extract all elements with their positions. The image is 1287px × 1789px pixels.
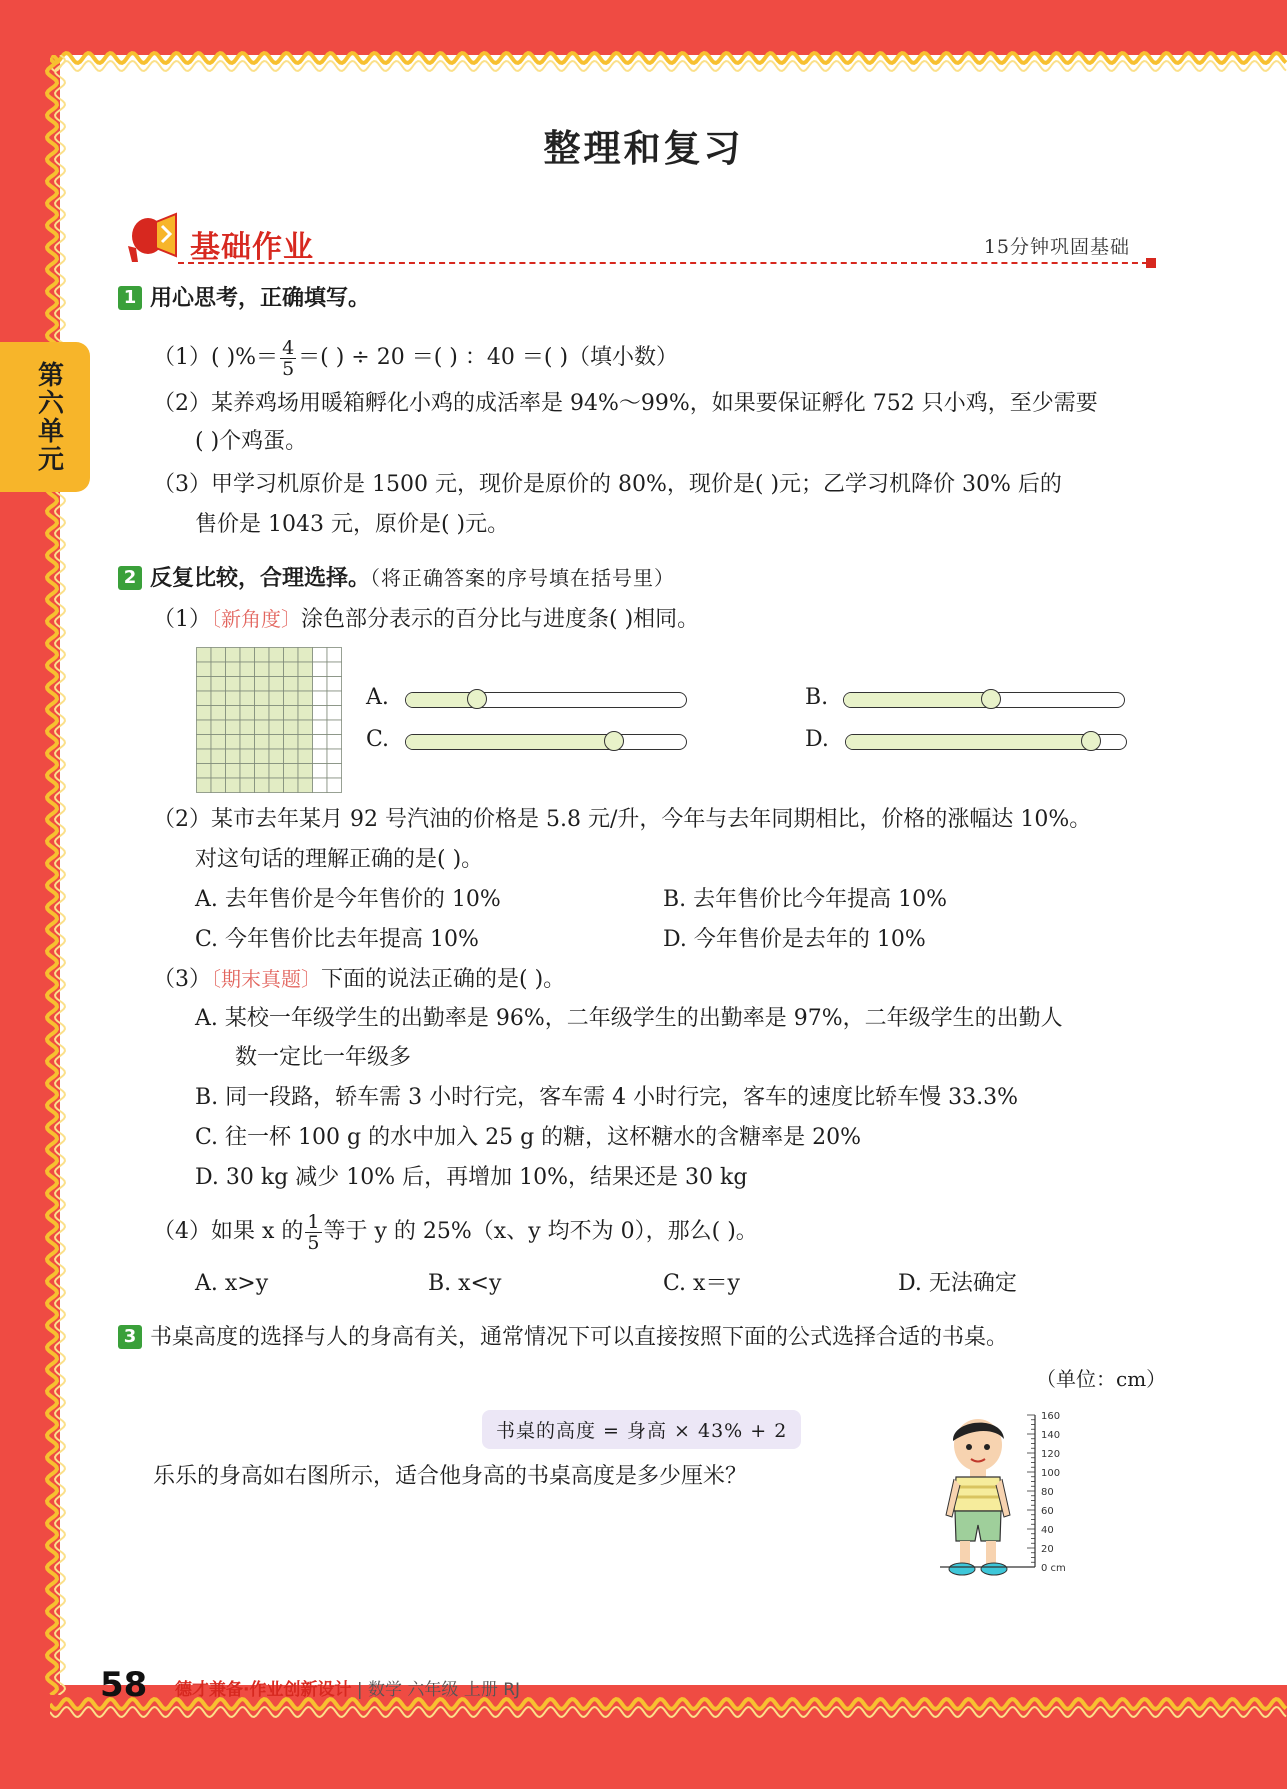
grid-cell: [240, 648, 255, 663]
q2-p4-text-a: （4）如果 x 的: [153, 1219, 304, 1244]
q2-p2-option-b: B. 去年售价比今年提高 10%: [663, 887, 948, 912]
grid-cell: [240, 720, 255, 735]
grid-cell: [313, 778, 328, 793]
grid-cell: [226, 778, 241, 793]
progress-bar-a: [405, 692, 687, 708]
q2-p2-option-d: D. 今年售价是去年的 10%: [663, 927, 926, 952]
grid-cell: [327, 706, 342, 721]
q2-p3-option-c: C. 往一杯 100 g 的水中加入 25 g 的糖，这杯糖水的含糖率是 20%: [195, 1125, 862, 1150]
q1-part1: [153, 336, 678, 380]
q2-p1-text: 涂色部分表示的百分比与进度条( )相同。: [301, 607, 700, 632]
bar-a-fill: [406, 693, 476, 707]
grid-cell: [269, 662, 284, 677]
q2-p4-fraction: [305, 1212, 321, 1253]
grid-cell: [255, 720, 270, 735]
q1-p3-line1: （3）甲学习机原价是 1500 元，现价是原价的 80%，现价是( )元；乙学习机降价 30% 后的: [153, 472, 1062, 497]
grid-cell: [269, 778, 284, 793]
height-ruler: [940, 1405, 1090, 1590]
q1-heading-text: 用心思考，正确填写。: [150, 286, 371, 311]
grid-cell: [269, 735, 284, 750]
progress-bar-d: [845, 734, 1127, 750]
grid-cell: [255, 764, 270, 779]
q1-p3-line2: 售价是 1043 元，原价是( )元。: [195, 512, 510, 537]
q2-p4-option-a: A. x>y: [195, 1271, 269, 1296]
q3-heading: [118, 1323, 1008, 1353]
q3-text: 书桌高度的选择与人的身高有关，通常情况下可以直接按照下面的公式选择合适的书桌。: [150, 1325, 1009, 1350]
fraction-numerator: 1: [307, 1210, 320, 1233]
grid-cell: [255, 662, 270, 677]
top-wavy-border: [50, 40, 1287, 80]
grid-cell: [211, 778, 226, 793]
q1-p1-fraction: [280, 338, 296, 379]
bar-b-knob: [981, 689, 1001, 709]
grid-cell: [284, 662, 299, 677]
grid-cell: [226, 691, 241, 706]
q3-unit: （单位：cm）: [1036, 1367, 1167, 1391]
grid-cell: [327, 677, 342, 692]
fraction-denominator: 5: [282, 357, 295, 380]
grid-cell: [240, 764, 255, 779]
grid-cell: [313, 764, 328, 779]
fraction-denominator: 5: [307, 1231, 320, 1254]
grid-cell: [211, 735, 226, 750]
grid-cell: [211, 749, 226, 764]
q2-p2-option-a: A. 去年售价是今年售价的 10%: [195, 887, 501, 912]
grid-cell: [226, 648, 241, 663]
unit-tab-label: 第六单元: [33, 361, 64, 473]
q1-heading: [118, 284, 370, 314]
grid-cell: [255, 735, 270, 750]
q2-p3-tag: 〔期末真题〕: [211, 967, 321, 991]
grid-cell: [197, 648, 212, 663]
grid-cell: [327, 735, 342, 750]
grid-cell: [298, 735, 313, 750]
q1-p1-text-b: ＝( ) ÷ 20 ＝( ) ：40 ＝( )（填小数）: [298, 345, 679, 370]
grid-cell: [298, 691, 313, 706]
grid-cell: [284, 720, 299, 735]
grid-cell: [313, 691, 328, 706]
q2-p2-line1: （2）某市去年某月 92 号汽油的价格是 5.8 元/升，今年与去年同期相比，价格的涨幅达 10%。: [153, 807, 1092, 832]
q2-part4: [153, 1208, 758, 1256]
grid-cell: [240, 691, 255, 706]
grid-cell: [284, 706, 299, 721]
option-d-label: D.: [805, 727, 829, 752]
grid-cell: [298, 720, 313, 735]
q2-p4-option-c: C. x＝y: [663, 1271, 740, 1296]
grid-cell: [313, 677, 328, 692]
grid-cell: [226, 706, 241, 721]
q2-number-badge: 2: [118, 566, 142, 590]
q2-p4-option-b: B. x<y: [428, 1271, 502, 1296]
divider-end-icon: [1144, 258, 1158, 268]
ruler-tick-label: 60: [1041, 1506, 1054, 1517]
option-c-label: C.: [366, 727, 390, 752]
grid-cell: [284, 677, 299, 692]
grid-cell: [255, 677, 270, 692]
section-header: [118, 212, 1158, 270]
q2-p3-prefix: （3）: [153, 967, 211, 992]
grid-cell: [284, 691, 299, 706]
q2-p4-option-d: D. 无法确定: [898, 1271, 1017, 1296]
grid-cell: [211, 677, 226, 692]
grid-cell: [255, 706, 270, 721]
grid-cell: [255, 778, 270, 793]
q2-p4-text-b: 等于 y 的 25%（x、y 均不为 0），那么( )。: [323, 1219, 758, 1244]
grid-cell: [269, 764, 284, 779]
section-divider: [178, 262, 1148, 264]
grid-cell: [211, 764, 226, 779]
footer-info: [175, 1675, 520, 1700]
q2-heading-note: （将正确答案的序号填在括号里）: [370, 566, 676, 590]
q2-p3-option-a-line1: A. 某校一年级学生的出勤率是 96%，二年级学生的出勤率是 97%，二年级学生的出勤人: [195, 1006, 1063, 1031]
grid-cell: [226, 749, 241, 764]
grid-cell: [211, 691, 226, 706]
grid-cell: [327, 778, 342, 793]
unit-side-tab: [0, 342, 90, 492]
grid-cell: [197, 720, 212, 735]
bar-d-knob: [1081, 731, 1101, 751]
ruler-tick-label: 140: [1041, 1430, 1061, 1441]
grid-cell: [226, 677, 241, 692]
hundred-grid: [196, 647, 342, 793]
grid-cell: [197, 749, 212, 764]
grid-cell: [211, 706, 226, 721]
grid-cell: [313, 648, 328, 663]
grid-cell: [284, 778, 299, 793]
grid-cell: [313, 706, 328, 721]
ruler-tick-label: 20: [1041, 1544, 1054, 1555]
grid-cell: [240, 735, 255, 750]
grid-cell: [313, 749, 328, 764]
grid-cell: [284, 764, 299, 779]
grid-cell: [226, 662, 241, 677]
progress-bar-c: [405, 734, 687, 750]
grid-cell: [269, 677, 284, 692]
option-a-label: A.: [366, 685, 389, 710]
grid-cell: [211, 648, 226, 663]
grid-cell: [327, 691, 342, 706]
grid-cell: [284, 735, 299, 750]
q1-p2-line1: （2）某养鸡场用暖箱孵化小鸡的成活率是 94%～99%，如果要保证孵化 752 只小鸡，至少需要: [153, 391, 1098, 416]
q2-p1-prefix: （1）: [153, 607, 211, 632]
q2-p1-tag: 〔新角度〕: [211, 607, 301, 631]
grid-cell: [298, 778, 313, 793]
grid-cell: [298, 706, 313, 721]
left-wavy-border: [38, 55, 74, 1695]
grid-cell: [298, 648, 313, 663]
grid-cell: [284, 648, 299, 663]
grid-cell: [255, 691, 270, 706]
grid-cell: [211, 662, 226, 677]
ruler-tick-label: 80: [1041, 1487, 1054, 1498]
grid-cell: [327, 662, 342, 677]
grid-cell: [269, 706, 284, 721]
grid-cell: [197, 691, 212, 706]
grid-cell: [327, 749, 342, 764]
bar-c-fill: [406, 735, 613, 749]
grid-cell: [298, 677, 313, 692]
grid-cell: [313, 735, 328, 750]
grid-cell: [197, 677, 212, 692]
ruler-tick-label: 0 cm: [1041, 1563, 1066, 1574]
grid-cell: [269, 691, 284, 706]
grid-cell: [240, 706, 255, 721]
q2-heading-text: 反复比较，合理选择。: [150, 566, 371, 591]
grid-cell: [197, 778, 212, 793]
q2-p3-option-b: B. 同一段路，轿车需 3 小时行完，客车需 4 小时行完，客车的速度比轿车慢 33.3%: [195, 1085, 1019, 1110]
q2-p3-text: 下面的说法正确的是( )。: [321, 967, 566, 992]
grid-cell: [226, 720, 241, 735]
grid-cell: [197, 764, 212, 779]
grid-cell: [240, 662, 255, 677]
footer-book-info: | 数学 六年级 上册 RJ: [356, 1680, 521, 1700]
ruler-tick-label: 120: [1041, 1449, 1061, 1460]
bar-b-fill: [844, 693, 990, 707]
progress-bar-b: [843, 692, 1125, 708]
fraction-numerator: 4: [282, 336, 295, 359]
grid-cell: [211, 720, 226, 735]
bar-a-knob: [467, 689, 487, 709]
grid-cell: [240, 778, 255, 793]
bar-c-knob: [604, 731, 624, 751]
q2-p2-line2: 对这句话的理解正确的是( )。: [195, 847, 484, 872]
grid-cell: [240, 749, 255, 764]
grid-cell: [298, 662, 313, 677]
grid-cell: [226, 735, 241, 750]
page-title: 整理和复习: [543, 127, 744, 170]
grid-cell: [327, 764, 342, 779]
page-number: 58: [100, 1665, 148, 1705]
grid-cell: [269, 749, 284, 764]
q3-question: 乐乐的身高如右图所示，适合他身高的书桌高度是多少厘米？: [153, 1464, 748, 1489]
formula-box: 书桌的高度 = 身高 × 43% + 2: [482, 1410, 801, 1449]
grid-cell: [226, 764, 241, 779]
q1-p2-line2: ( )个鸡蛋。: [195, 429, 308, 454]
grid-cell: [298, 764, 313, 779]
q2-p3-option-a-line2: 数一定比一年级多: [235, 1045, 412, 1070]
q2-heading: [118, 563, 675, 594]
grid-cell: [327, 648, 342, 663]
q2-p2-option-c: C. 今年售价比去年提高 10%: [195, 927, 479, 952]
grid-cell: [327, 720, 342, 735]
grid-cell: [255, 648, 270, 663]
q2-part1: [153, 604, 699, 635]
grid-cell: [269, 720, 284, 735]
ruler-tick-label: 40: [1041, 1525, 1054, 1536]
grid-cell: [313, 662, 328, 677]
q1-number-badge: 1: [118, 286, 142, 310]
footer-brand: 德才兼备·作业创新设计: [175, 1680, 352, 1700]
grid-cell: [269, 648, 284, 663]
grid-cell: [197, 735, 212, 750]
bar-d-fill: [846, 735, 1090, 749]
grid-cell: [255, 749, 270, 764]
grid-cell: [284, 749, 299, 764]
section-subtitle: 15分钟巩固基础: [983, 236, 1130, 258]
trumpet-icon: [118, 212, 184, 268]
grid-cell: [197, 662, 212, 677]
grid-cell: [313, 720, 328, 735]
ruler-tick-label: 100: [1041, 1468, 1061, 1479]
grid-cell: [298, 749, 313, 764]
option-b-label: B.: [805, 685, 829, 710]
q2-p3-option-d: D. 30 kg 减少 10% 后，再增加 10%，结果还是 30 kg: [195, 1165, 748, 1190]
q3-number-badge: 3: [118, 1325, 142, 1349]
q1-p1-text-a: （1）( )%＝: [153, 345, 279, 370]
section-label: 基础作业: [190, 230, 314, 265]
q2-part3: [153, 964, 565, 995]
ruler-tick-label: 160: [1041, 1411, 1061, 1422]
grid-cell: [197, 706, 212, 721]
grid-cell: [240, 677, 255, 692]
